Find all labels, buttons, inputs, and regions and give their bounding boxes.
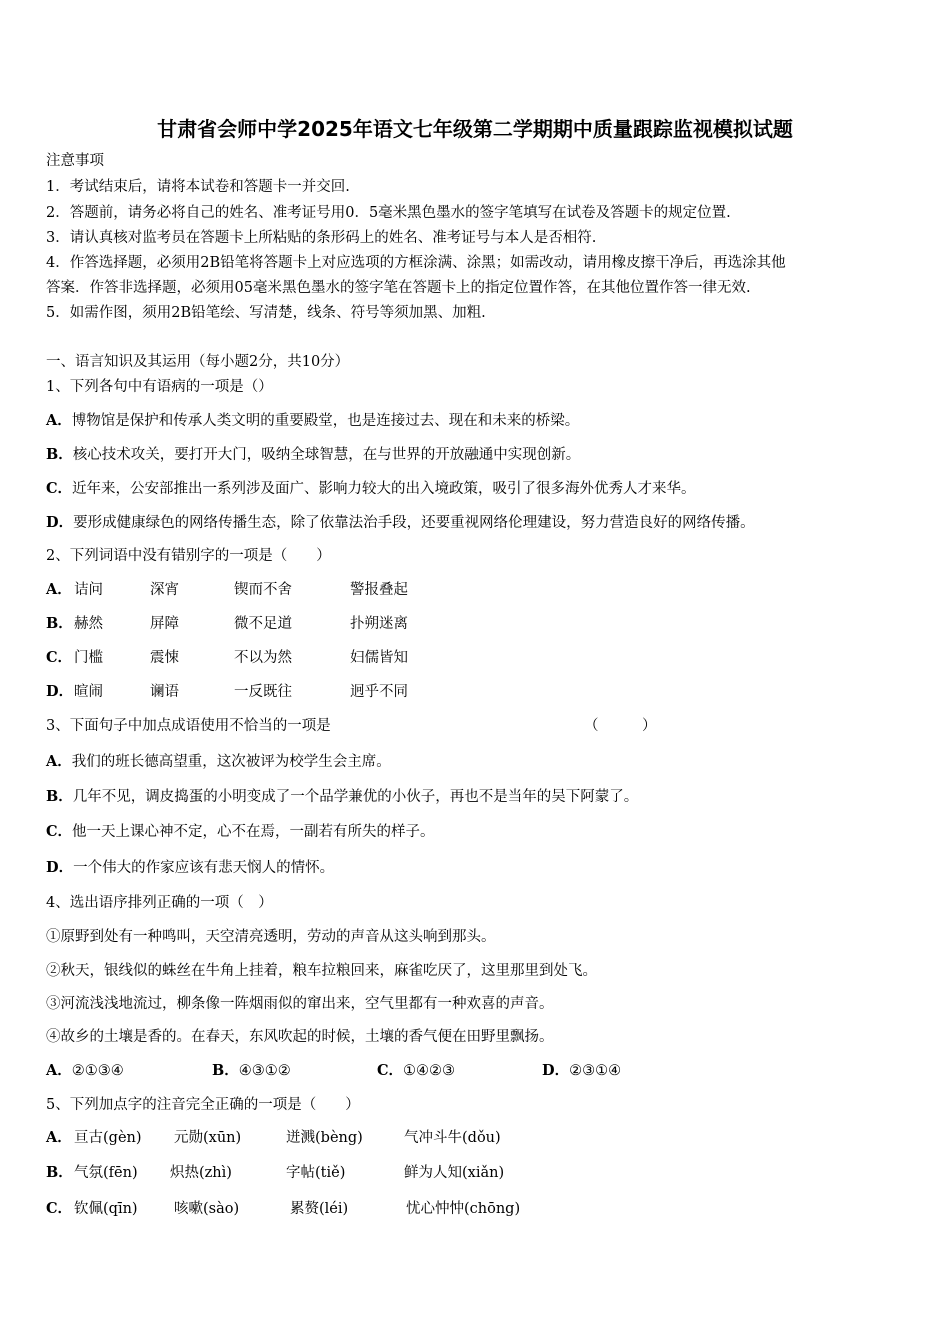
question-3-stem: 3、下面句子中加点成语使用不恰当的一项是 [46, 718, 331, 734]
option-label: C． [46, 480, 73, 497]
notice-heading: 注意事项 [46, 153, 104, 169]
option-text: ②③①④ [569, 1063, 622, 1079]
q3-option-c [46, 822, 435, 842]
question-5-stem: 5、下列加点字的注音完全正确的一项是（ ） [46, 1097, 360, 1113]
q3-option-d [46, 858, 334, 878]
q2-option-d-label: D． [46, 683, 74, 700]
option-label: D． [542, 1062, 570, 1079]
notice-item: 2．答题前，请务必将自己的姓名、准考证号用0．5毫米黑色墨水的签字笔填写在试卷及答题卡的规定位置. [46, 205, 731, 221]
q5-option-c-label: C． [46, 1200, 73, 1217]
page-title: 甘肃省会师中学2025年语文七年级第二学期期中质量跟踪监视模拟试题 [157, 117, 793, 141]
q5-word: 亘古(gèn) [74, 1130, 142, 1146]
question-1-stem: 1、下列各句中有语病的一项是（） [46, 379, 273, 395]
q2-option-c-label: C． [46, 649, 73, 666]
q1-option-d [46, 513, 755, 533]
option-text: ④③①② [238, 1063, 291, 1079]
q5-word: 鲜为人知(xiǎn) [404, 1165, 505, 1181]
option-label: A． [46, 412, 72, 429]
q4-option-a [46, 1061, 124, 1081]
q2-option-b-label: B． [46, 615, 73, 632]
q4-option-b [212, 1061, 291, 1081]
question-4-stem: 4、选出语序排列正确的一项（ ） [46, 895, 273, 911]
notice-item: 4．作答选择题，必须用2B铅笔将答题卡上对应选项的方框涂满、涂黑；如需改动，请用橡皮擦干净后，再选涂其他 [46, 255, 786, 271]
q5-word: 气氛(fēn) [74, 1165, 138, 1181]
option-text: 一个伟大的作家应该有悲天悯人的情怀。 [73, 860, 335, 876]
option-label: B． [46, 788, 73, 805]
q5-word: 炽热(zhì) [170, 1165, 232, 1181]
q4-sentence: ②秋天，银线似的蛛丝在牛角上挂着，粮车拉粮回来，麻雀吃厌了，这里那里到处飞。 [46, 963, 597, 979]
q5-word: 字帖(tiě) [286, 1165, 346, 1181]
q2-word: 警报叠起 [350, 582, 408, 598]
q2-word: 深宵 [150, 582, 179, 598]
notice-item: 1．考试结束后，请将本试卷和答题卡一并交回. [46, 179, 350, 195]
q5-word: 咳嗽(sào) [174, 1201, 240, 1217]
q2-word: 赫然 [74, 616, 103, 632]
q5-word: 钦佩(qīn) [74, 1201, 138, 1217]
q4-option-c [377, 1061, 455, 1081]
q3-option-a [46, 752, 391, 772]
answer-paren: （ ） [584, 718, 657, 734]
option-label: A． [46, 1062, 72, 1079]
question-2-stem: 2、下列词语中没有错别字的一项是（ ） [46, 548, 331, 564]
q4-sentence: ①原野到处有一种鸣叫，天空清亮透明，劳动的声音从这头响到那头。 [46, 929, 496, 945]
q2-word: 震悚 [150, 650, 179, 666]
q2-word: 一反既往 [234, 684, 292, 700]
q2-word: 锲而不舍 [234, 582, 292, 598]
option-label: B． [46, 446, 73, 463]
option-text: ①④②③ [403, 1063, 456, 1079]
q2-word: 屏障 [150, 616, 179, 632]
option-text: 要形成健康绿色的网络传播生态，除了依靠法治手段，还要重视网络伦理建设，努力营造良好的网络传播。 [73, 515, 755, 531]
option-label: C． [46, 823, 73, 840]
q4-sentence: ③河流浅浅地流过，柳条像一阵烟雨似的窜出来，空气里都有一种欢喜的声音。 [46, 996, 554, 1012]
q5-option-a-label: A． [46, 1129, 72, 1146]
q1-option-c [46, 479, 696, 499]
section-heading: 一、语言知识及其运用（每小题2分，共10分） [46, 354, 350, 370]
notice-item: 答案．作答非选择题，必须用05毫米黑色墨水的签字笔在答题卡上的指定位置作答，在其他位置作答一律无效. [46, 280, 751, 296]
q5-word: 迸溅(bèng) [286, 1130, 363, 1146]
option-label: A． [46, 753, 72, 770]
option-text: 核心技术攻关，要打开大门，吸纳全球智慧，在与世界的开放融通中实现创新。 [72, 447, 581, 463]
option-text: 他一天上课心神不定，心不在焉，一副若有所失的样子。 [72, 824, 435, 840]
q4-option-d [542, 1061, 621, 1081]
q2-word: 迥乎不同 [350, 684, 408, 700]
notice-item: 3．请认真核对监考员在答题卡上所粘贴的条形码上的姓名、准考证号与本人是否相符. [46, 230, 597, 246]
option-text: 博物馆是保护和传承人类文明的重要殿堂，也是连接过去、现在和未来的桥梁。 [71, 413, 580, 429]
q5-word: 忧心忡忡(chōng) [406, 1201, 521, 1217]
q5-word: 累赘(léi) [290, 1201, 349, 1217]
option-label: D． [46, 514, 74, 531]
q5-word: 气冲斗牛(dǒu) [404, 1130, 501, 1146]
option-label: B． [212, 1062, 239, 1079]
q2-word: 微不足道 [234, 616, 292, 632]
q2-word: 暄闹 [74, 684, 103, 700]
option-text: 几年不见，调皮捣蛋的小明变成了一个品学兼优的小伙子，再也不是当年的吴下阿蒙了。 [72, 789, 639, 805]
q3-option-b [46, 787, 638, 807]
q2-word: 扑朔迷离 [350, 616, 408, 632]
q5-word: 元勋(xūn) [174, 1130, 242, 1146]
q5-option-b-label: B． [46, 1164, 73, 1181]
q2-word: 门槛 [74, 650, 103, 666]
option-text: ②①③④ [71, 1063, 124, 1079]
q2-word: 谰语 [150, 684, 179, 700]
q2-word: 诘问 [74, 582, 103, 598]
q1-option-a [46, 411, 579, 431]
notice-item: 5．如需作图，须用2B铅笔绘、写清楚，线条、符号等须加黑、加粗. [46, 305, 486, 321]
option-label: C． [377, 1062, 404, 1079]
q1-option-b [46, 445, 580, 465]
option-label: D． [46, 859, 74, 876]
q2-word: 不以为然 [234, 650, 292, 666]
q2-word: 妇儒皆知 [350, 650, 408, 666]
q4-sentence: ④故乡的土壤是香的。在春天，东风吹起的时候，土壤的香气便在田野里飘扬。 [46, 1029, 554, 1045]
q2-option-a-label: A． [46, 581, 72, 598]
option-text: 我们的班长德高望重，这次被评为校学生会主席。 [71, 754, 391, 770]
option-text: 近年来，公安部推出一系列涉及面广、影响力较大的出入境政策，吸引了很多海外优秀人才来华。 [72, 481, 696, 497]
